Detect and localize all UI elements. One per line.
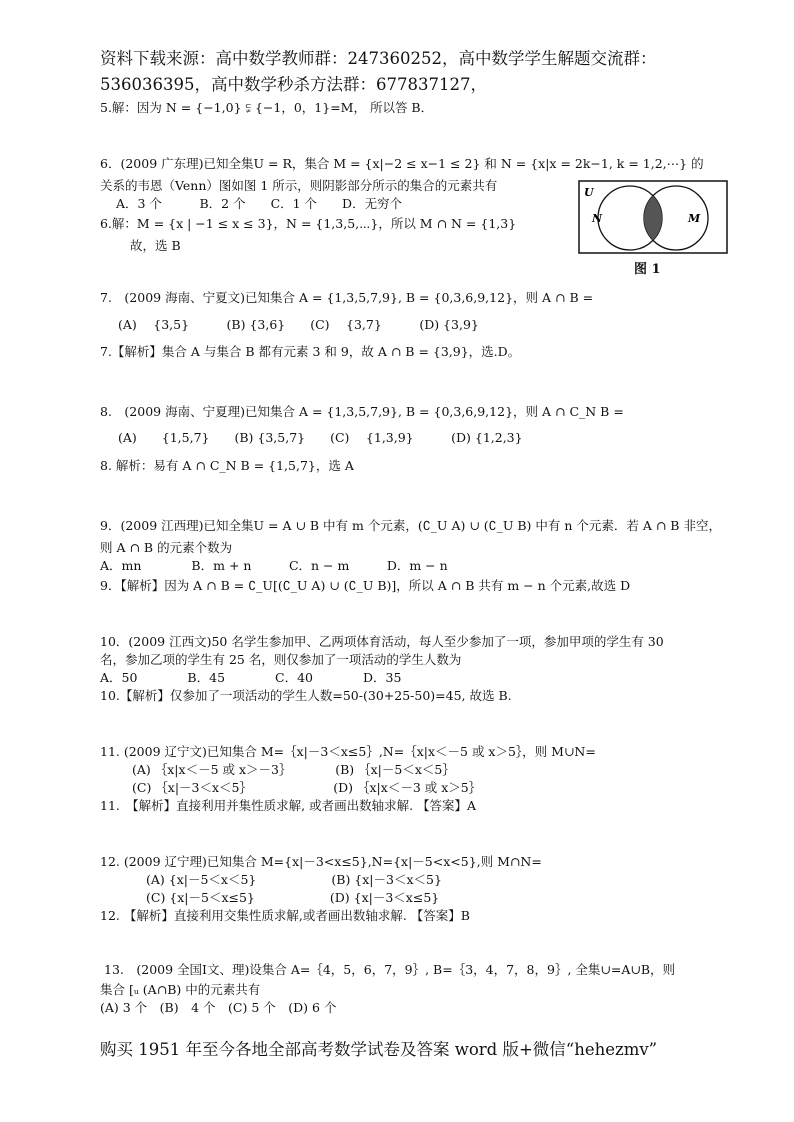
venn-diagram [578, 180, 728, 254]
venn-label-u: U [584, 186, 594, 199]
text-line: 9．【解析】因为 A ∩ B = ∁_U[(∁_U A) ∪ (∁_U B)]，所以 A ∩ B 共有 m − n 个元素,故选 D [100, 578, 631, 593]
venn-label-m: M [688, 212, 701, 225]
header-line-2: 536036395，高中数学秒杀方法群：677837127， [100, 75, 487, 94]
text-line: (A) 3 个 (B) 4 个 (C) 5 个 (D) 6 个 [100, 1000, 337, 1015]
header-line-1: 资料下载来源：高中数学教师群：247360252，高中数学学生解题交流群： [100, 49, 657, 68]
text-line: (C) {x|－5＜x≤5} (D) {x|－3＜x≤5} [146, 890, 440, 905]
text-line: 10.【解析】仅参加了一项活动的学生人数=50-(30+25-50)=45, 故选 B. [100, 688, 512, 703]
text-line: (A) {1,5,7} (B) {3,5,7} (C) {1,3,9} (D) {1,2,3} [118, 430, 523, 445]
text-line: 11. 【解析】直接利用并集性质求解, 或者画出数轴求解. 【答案】A [100, 798, 477, 813]
text-line: 7.【解析】集合 A 与集合 B 都有元素 3 和 9，故 A ∩ B = {3,9}，选.D。 [100, 344, 521, 359]
text-line: A．3 个 B．2 个 C．1 个 D．无穷个 [116, 196, 403, 211]
text-line: (A) {x|－5＜x＜5} (B) {x|－3＜x＜5} [146, 872, 442, 887]
venn-label-n: N [592, 212, 603, 225]
text-line: A．mn B．m + n C．n − m D．m − n [100, 558, 448, 573]
text-line: 8. 解析：易有 A ∩ C_N B = {1,5,7}，选 A [100, 458, 354, 473]
text-line: 5.解：因为 N = {−1,0} ⫋ {−1，0，1}=M， 所以答 B． [100, 100, 434, 115]
text-line: 11. (2009 辽宁文)已知集合 M=｛x|－3＜x≤5｝,N=｛x|x＜－5 或 x＞5｝，则 M∪N= [100, 744, 596, 759]
text-line: (A) ｛x|x＜－5 或 x＞－3｝ (B) ｛x|－5＜x＜5｝ [132, 762, 455, 777]
text-line: 则 A ∩ B 的元素个数为 [100, 540, 233, 555]
text-line: 关系的韦恩（Venn）图如图 1 所示，则阴影部分所示的集合的元素共有 [100, 178, 498, 193]
figure-caption: 图 1 [634, 262, 661, 277]
text-line: 故，选 B [130, 238, 181, 253]
text-line: 12. 【解析】直接利用交集性质求解,或者画出数轴求解. 【答案】B [100, 908, 470, 923]
text-line: 9．(2009 江西理)已知全集U = A ∪ B 中有 m 个元素，(∁_U A) ∪ (∁_U B) 中有 n 个元素．若 A ∩ B 非空， [100, 518, 721, 533]
text-line: (A) {3,5} (B) {3,6} (C) {3,7} (D) {3,9} [118, 317, 479, 332]
text-line: 10．(2009 江西文)50 名学生参加甲、乙两项体育活动，每人至少参加了一项，参加甲项的学生有 30 [100, 634, 664, 649]
text-line: 12. (2009 辽宁理)已知集合 M={x|－3<x≤5},N={x|－5<x<5},则 M∩N= [100, 854, 542, 869]
text-line: 名，参加乙项的学生有 25 名，则仅参加了一项活动的学生人数为 [100, 652, 462, 667]
text-line: 集合 [ᵤ (A∩B) 中的元素共有 [100, 982, 261, 997]
text-line: 6．(2009 广东理)已知全集U = R，集合 M = {x|−2 ≤ x−1 ≤ 2} 和 N = {x|x = 2k−1, k = 1,2,⋯} 的 [100, 156, 704, 171]
text-line: 6.解：M = {x | −1 ≤ x ≤ 3}，N = {1,3,5,⋯}，所以 M ∩ N = {1,3} [100, 216, 517, 231]
text-line: 13. (2009 全国Ⅰ文、理)设集合 A=｛4，5，6，7，9｝, B=｛3，4，7，8，9｝, 全集∪=A∪B，则 [104, 962, 676, 977]
text-line: 7. (2009 海南、宁夏文)已知集合 A = {1,3,5,7,9}, B = {0,3,6,9,12}，则 A ∩ B = [100, 290, 594, 305]
text-line: 8. (2009 海南、宁夏理)已知集合 A = {1,3,5,7,9}, B = {0,3,6,9,12}，则 A ∩ C_N B = [100, 404, 624, 419]
text-line: (C) ｛x|－3＜x＜5｝ (D) ｛x|x＜－3 或 x＞5｝ [132, 780, 482, 795]
text-line: A．50 B．45 C．40 D．35 [100, 670, 402, 685]
footer-text: 购买 1951 年至今各地全部高考数学试卷及答案 word 版+微信“hehezmv” [100, 1040, 658, 1059]
